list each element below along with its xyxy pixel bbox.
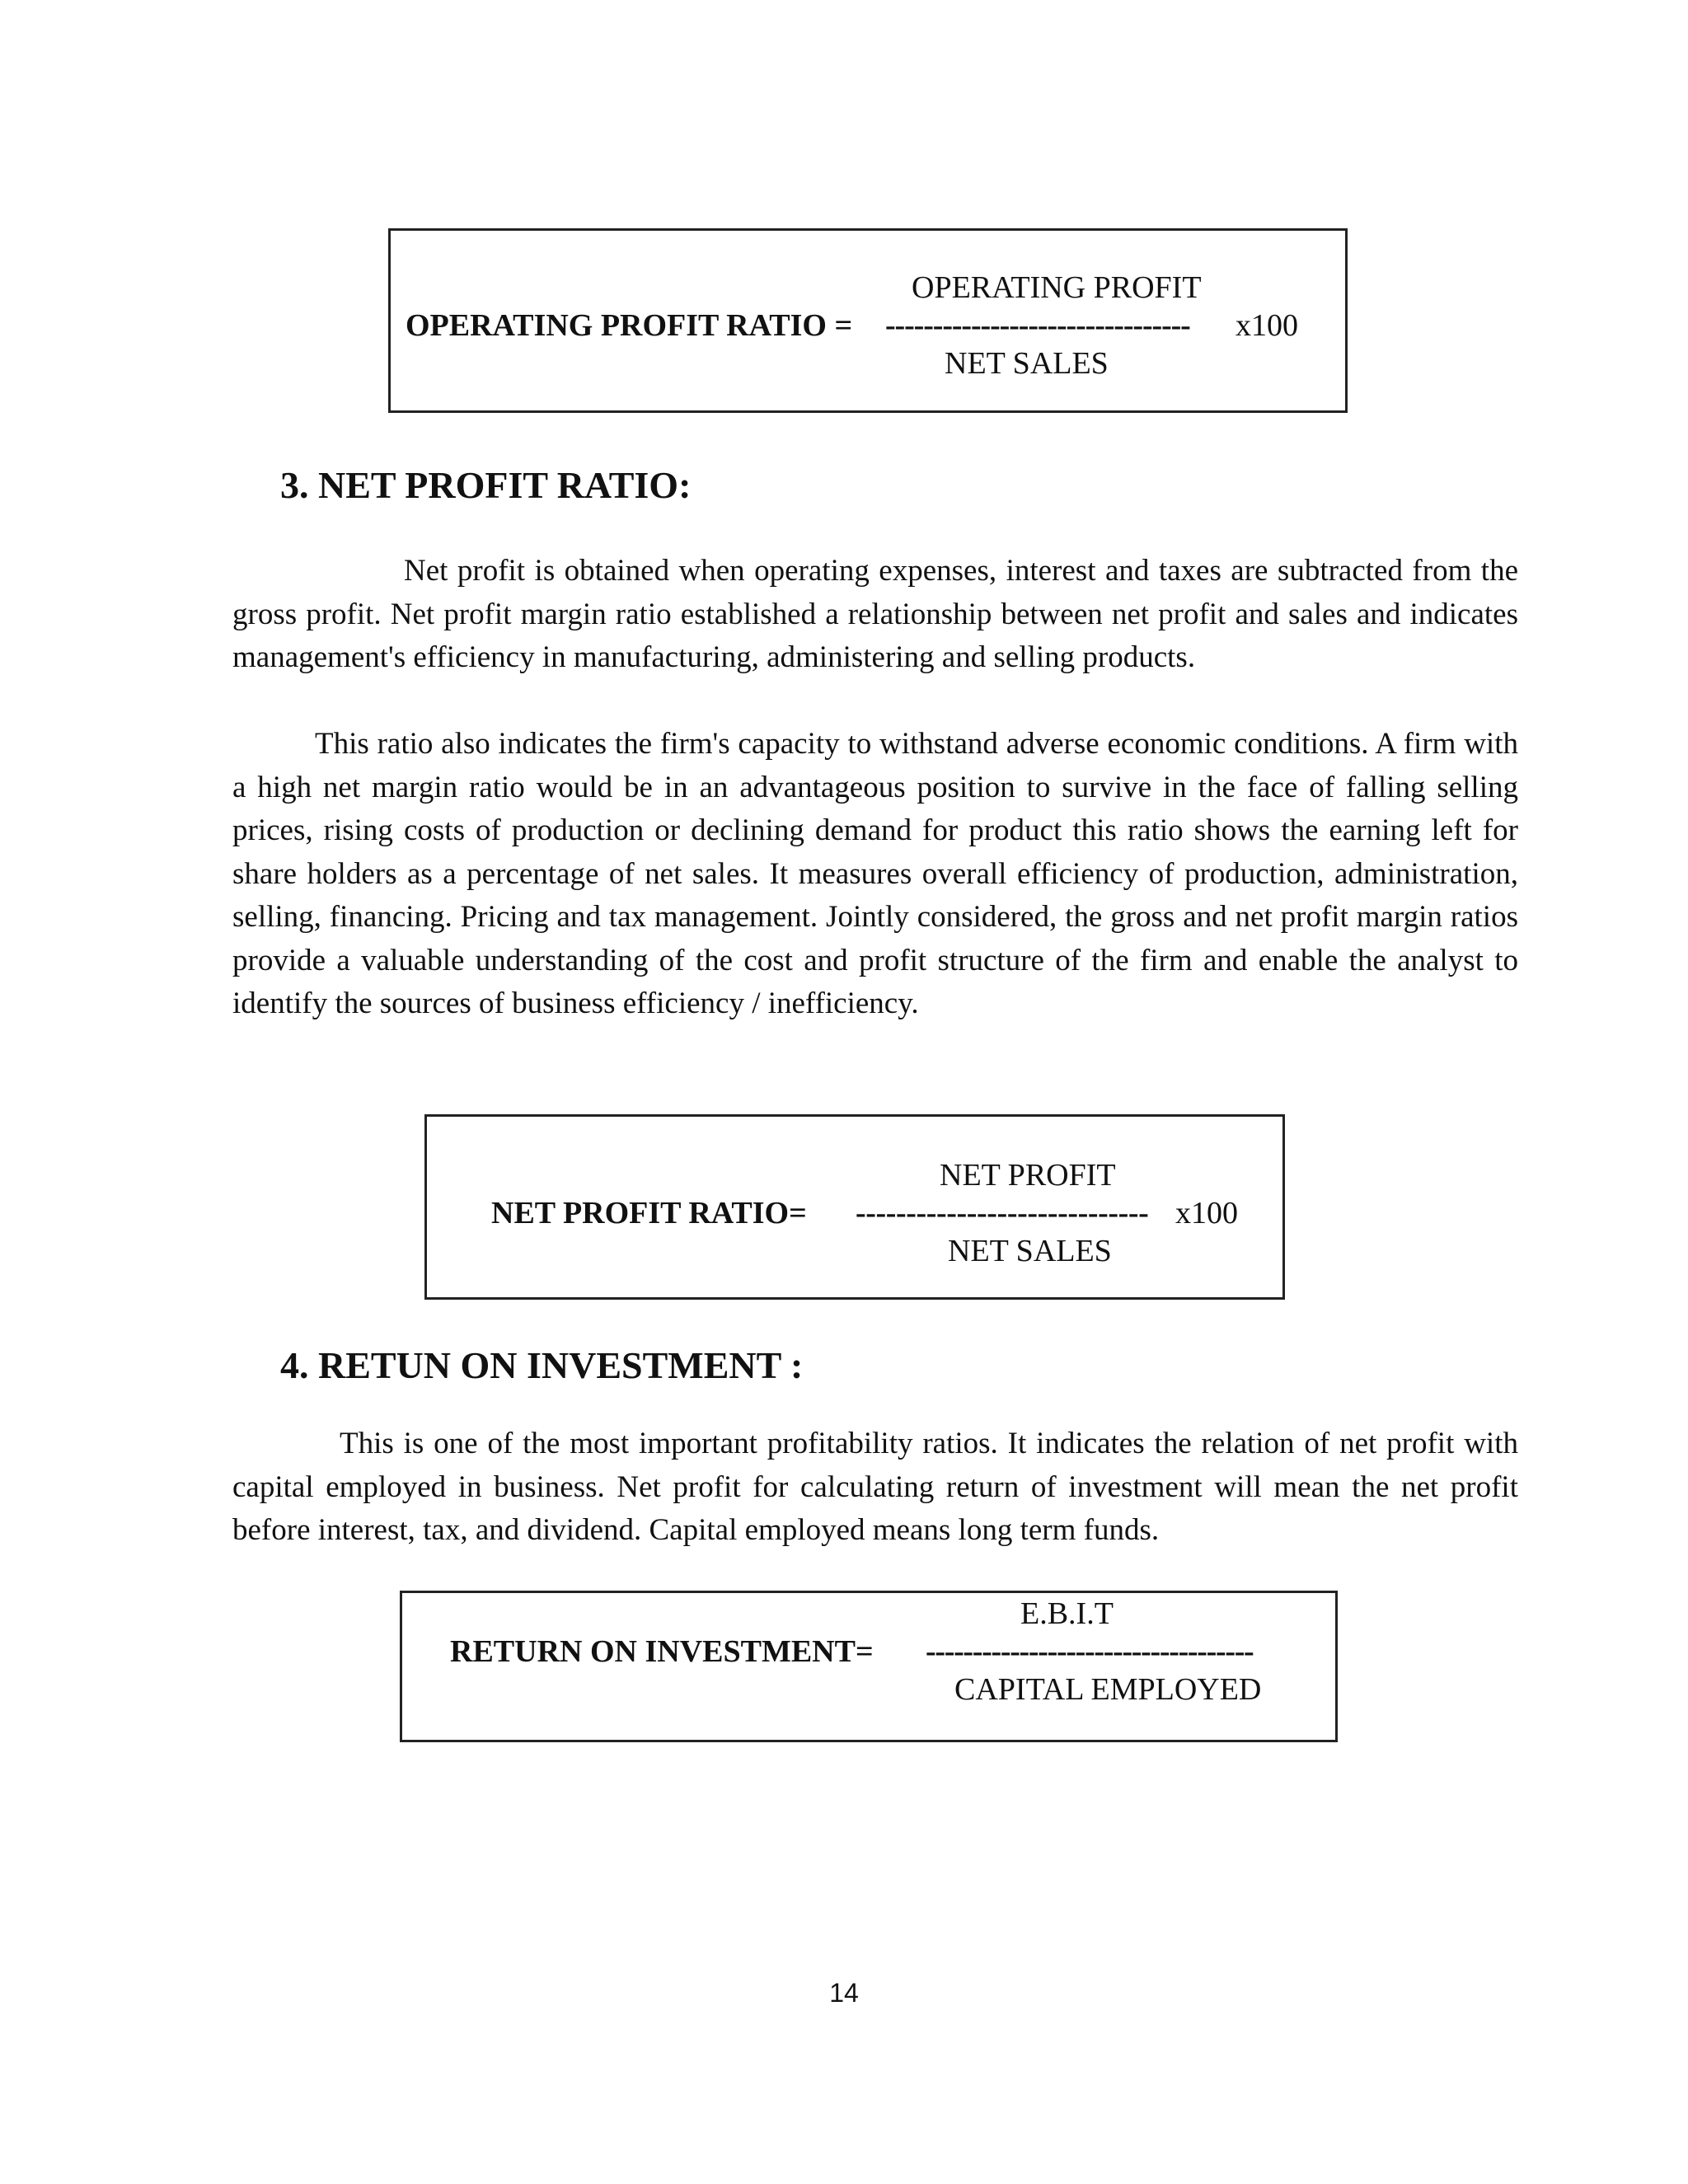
formula-label: OPERATING PROFIT RATIO =: [406, 308, 853, 343]
section-heading-return-on-investment: 4. RETUN ON INVESTMENT :: [280, 1344, 804, 1386]
paragraph: Net profit is obtained when operating expenses, interest and taxes are subtracted from the gross profit. Net profit margin ratio established a relationship between net profit and sales and indicates management's efficiency in manufacturing, administering and selling products.: [232, 554, 1518, 674]
formula-denominator: CAPITAL EMPLOYED: [954, 1672, 1262, 1707]
paragraph: This is one of the most important profitability ratios. It indicates the relation of net profit with capital employed in business. Net profit for calculating return of investment will mean the net profit before interest, tax, and dividend. Capital employed means long term funds.: [232, 1427, 1518, 1547]
paragraph: This ratio also indicates the firm's capacity to withstand adverse economic conditions. A firm with a high net margin ratio would be in an advantageous position to survive in the face of falling selling prices, rising costs of production or declining demand for product this ratio shows the earning left for share holders as a percentage of net sales. It measures overall efficiency of production, administration, selling, financing. Pricing and tax management. Jointly considered, the gross and net profit margin ratios provide a valuable understanding of the cost and profit structure of the firm and enable the analyst to identify the sources of business efficiency / inefficiency.: [232, 727, 1518, 1020]
section-heading-net-profit-ratio: 3. NET PROFIT RATIO:: [280, 464, 692, 506]
formula-numerator: E.B.I.T: [1020, 1596, 1114, 1631]
formula-multiplier: x100: [1175, 1196, 1238, 1230]
formula-numerator: OPERATING PROFIT: [912, 270, 1202, 305]
formula-division-line: -----------------------------: [856, 1196, 1149, 1230]
formula-numerator: NET PROFIT: [940, 1158, 1116, 1193]
formula-label: NET PROFIT RATIO=: [491, 1196, 807, 1230]
operating-profit-ratio-formula: [388, 228, 1348, 413]
net-profit-ratio-formula: [424, 1114, 1285, 1300]
formula-division-line: -----------------------------------: [926, 1634, 1254, 1669]
formula-denominator: NET SALES: [945, 346, 1109, 381]
page-number: 14: [829, 1978, 859, 2008]
formula-denominator: NET SALES: [948, 1234, 1112, 1268]
formula-multiplier: x100: [1236, 308, 1298, 343]
formula-division-line: --------------------------------: [885, 308, 1190, 343]
return-on-investment-formula: [400, 1591, 1338, 1742]
formula-label: RETURN ON INVESTMENT=: [450, 1634, 874, 1669]
